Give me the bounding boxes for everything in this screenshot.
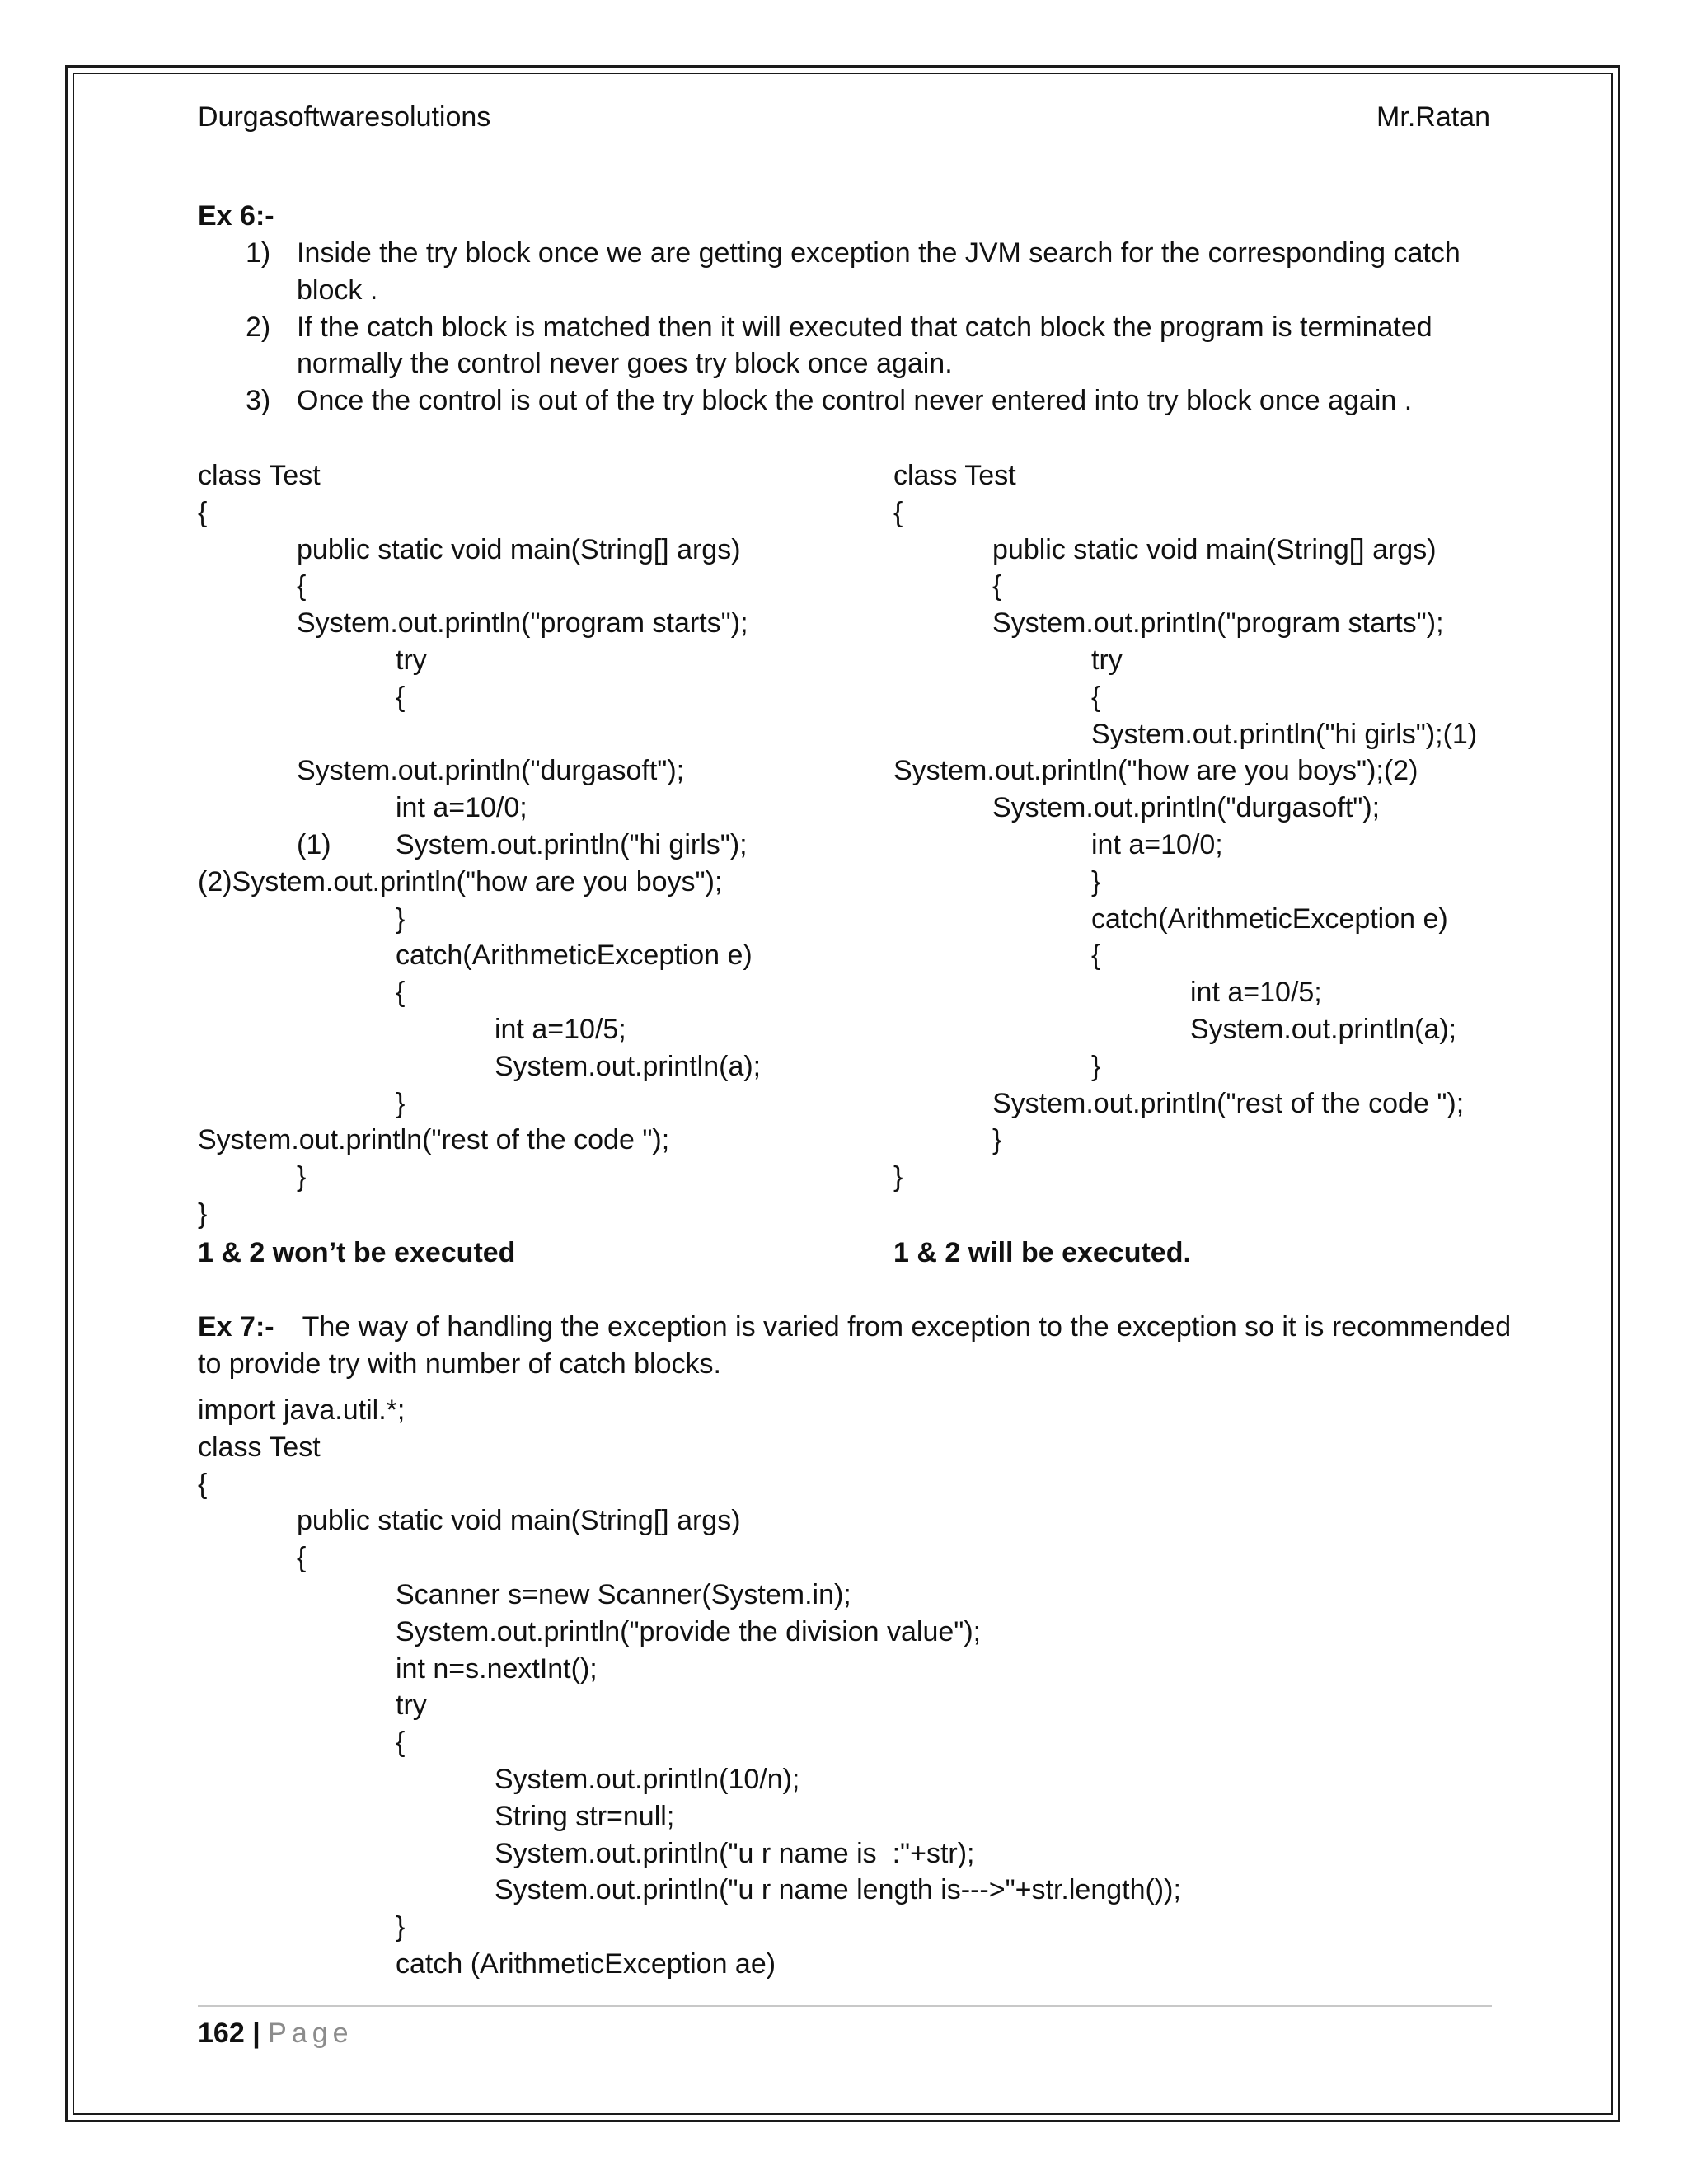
code-line: { (893, 496, 903, 528)
code-line: System.out.println(a); (1190, 1013, 1457, 1045)
code-line: System.out.println("rest of the code "); (198, 1124, 670, 1156)
code-line: } (1091, 865, 1101, 898)
code-line: } (992, 1124, 1002, 1156)
code-line: class Test (198, 1431, 321, 1463)
footer-divider (198, 2005, 1492, 2007)
code-line: } (198, 1197, 208, 1230)
code-block-left (198, 457, 761, 1233)
code-block-right (893, 457, 1477, 1196)
page-number: 162 (198, 2018, 245, 2049)
code-line: System.out.println("rest of the code "); (992, 1087, 1465, 1119)
code-line: int a=10/5; (495, 1013, 626, 1045)
ex6-heading: Ex 6:- (198, 200, 274, 232)
code-line: try (396, 644, 427, 676)
code-line: int a=10/0; (1091, 828, 1223, 860)
code-line: { (1091, 940, 1101, 972)
caption-right: 1 & 2 will be executed. (893, 1237, 1191, 1268)
code-line: System.out.println("program starts"); (297, 607, 748, 640)
code-line: System.out.println("hi girls");(1) (1091, 718, 1478, 750)
code-line (198, 827, 761, 864)
list-item-number: 3) (246, 385, 271, 417)
caption-left: 1 & 2 won’t be executed (198, 1237, 516, 1268)
code-line: System.out.println("provide the division value"); (396, 1615, 982, 1647)
code-line: Scanner s=new Scanner(System.in); (396, 1578, 851, 1610)
code-line: { (396, 977, 406, 1009)
code-line: { (396, 1727, 406, 1759)
code-line: { (1091, 681, 1101, 713)
list-item-text: If the catch block is matched then it will executed that catch block the program is terminated normally the control never goes try block once again. (297, 311, 1432, 380)
code-line: int n=s.nextInt(); (396, 1652, 598, 1685)
code-line: System.out.println("durgasoft"); (297, 755, 685, 787)
code-line: { (297, 1542, 307, 1574)
header-author: Mr.Ratan (1376, 101, 1490, 133)
code-line: class Test (198, 460, 321, 491)
code-line: System.out.println("u r name is :"+str); (495, 1837, 975, 1869)
code-line: System.out.println("program starts"); (992, 607, 1444, 640)
list-item-text: Inside the try block once we are getting exception the JVM search for the corresponding catch block . (297, 237, 1461, 306)
code-line: } (1091, 1050, 1101, 1082)
code-line: (2)System.out.println("how are you boys"); (198, 865, 723, 898)
page-footer (198, 2015, 354, 2052)
code-line: { (992, 570, 1002, 602)
code-line: catch(ArithmeticException e) (1091, 902, 1448, 935)
page-label: Page (268, 2018, 354, 2049)
code-line: class Test (893, 460, 1016, 491)
list-item (198, 382, 1484, 419)
list-item (198, 235, 1484, 309)
code-line: } (893, 1161, 903, 1193)
code-line: String str=null; (495, 1800, 675, 1832)
code-block-ex7 (198, 1392, 1181, 1983)
code-line: { (396, 681, 406, 713)
code-line: System.out.println("how are you boys");(2) (893, 755, 1418, 787)
code-line: try (396, 1690, 427, 1722)
code-line: int a=10/0; (396, 792, 528, 824)
ex7-paragraph (198, 1309, 1517, 1383)
code-line: try (1091, 644, 1123, 676)
code-line: { (297, 570, 307, 602)
code-line: } (297, 1161, 307, 1193)
code-marker: (1) (297, 828, 331, 860)
ex7-heading: Ex 7:- (198, 1311, 274, 1343)
header-company: Durgasoftwaresolutions (198, 101, 491, 133)
code-line: } (396, 1911, 406, 1943)
code-line: public static void main(String[] args) (297, 533, 741, 565)
code-line: catch(ArithmeticException e) (396, 940, 753, 972)
code-line: } (396, 902, 406, 935)
ex7-description: The way of handling the exception is varied from exception to the exception so it is recommended to provide try with number of catch blocks. (198, 1311, 1512, 1380)
list-item-number: 2) (246, 311, 271, 343)
code-line: import java.util.*; (198, 1394, 406, 1426)
code-line: } (396, 1087, 406, 1119)
code-line-blank (198, 716, 761, 753)
code-line: catch (ArithmeticException ae) (396, 1947, 776, 1980)
list-item-text: Once the control is out of the try block the control never entered into try block once again . (297, 385, 1413, 417)
list-item-number: 1) (246, 237, 271, 269)
code-line: System.out.println("durgasoft"); (992, 792, 1381, 824)
code-line: System.out.println(10/n); (495, 1763, 800, 1795)
list-item (198, 309, 1484, 383)
code-line: public static void main(String[] args) (992, 533, 1437, 565)
code-text: System.out.println("hi girls"); (396, 828, 748, 860)
code-line: System.out.println(a); (495, 1050, 762, 1082)
code-line: { (198, 1468, 208, 1500)
code-line: System.out.println("u r name length is--->"+str.length()); (495, 1874, 1181, 1906)
footer-separator: | (252, 2018, 260, 2049)
ex6-points-list (198, 235, 1484, 419)
code-line: int a=10/5; (1190, 977, 1322, 1009)
code-line: public static void main(String[] args) (297, 1505, 741, 1537)
code-line: { (198, 496, 208, 528)
